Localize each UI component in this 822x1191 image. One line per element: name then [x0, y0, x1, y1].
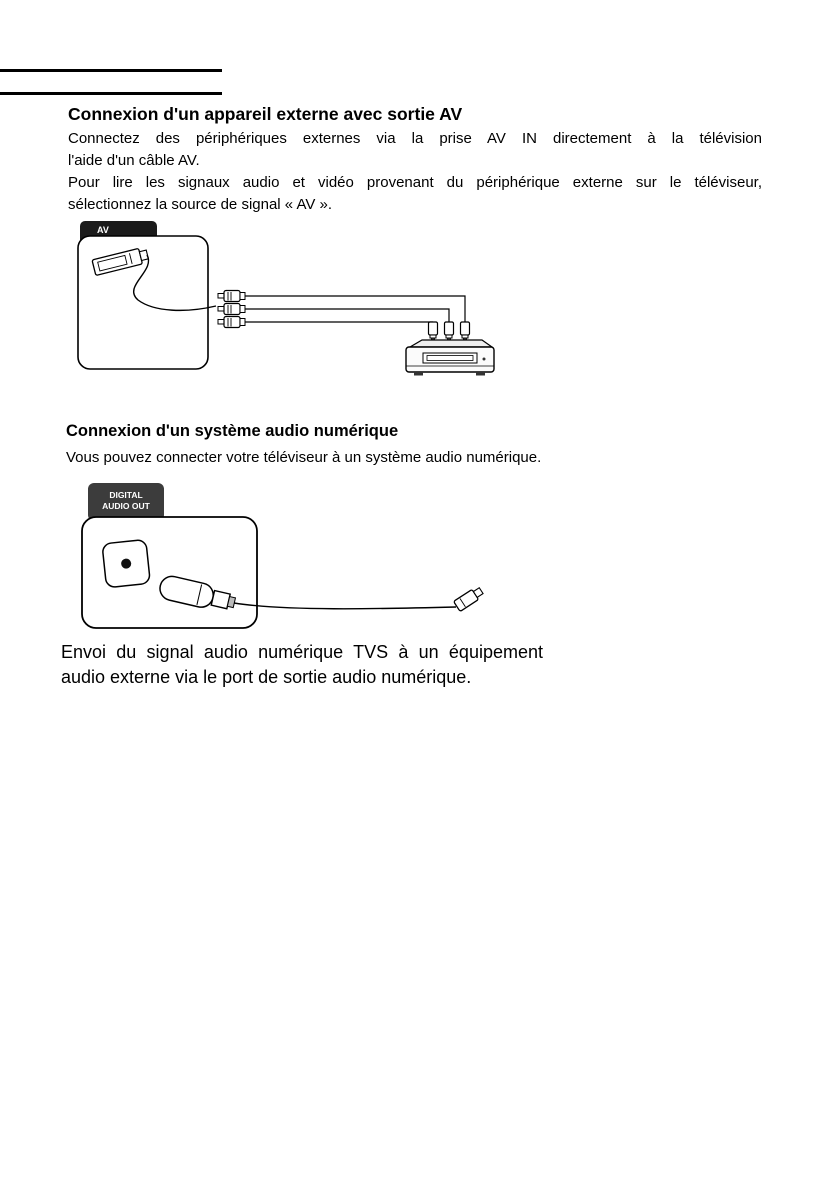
optical-port: [102, 539, 150, 587]
rca-connector: [218, 304, 245, 315]
paragraph-line: Connectez des périphériques externes via la prise AV IN directement à la télévision: [68, 130, 762, 147]
paragraph-line: sélectionnez la source de signal « AV ».: [68, 196, 333, 213]
section-digital-audio-paragraph: [66, 447, 766, 469]
section-av-title: Connexion d'un appareil externe avec sortie AV: [68, 104, 463, 124]
paragraph-line: Vous pouvez connecter votre téléviseur à un système audio numérique.: [66, 449, 542, 466]
av-connection-diagram: [70, 216, 510, 391]
section-digital-audio-title: Connexion d'un système audio numérique: [66, 422, 399, 440]
paragraph-line: l'aide d'un câble AV.: [68, 152, 200, 169]
av-port-label: AV: [97, 225, 109, 235]
section-av-paragraph-1: [68, 128, 762, 172]
rca-cable-lines: [245, 296, 465, 322]
caption-line: audio externe via le port de sortie audio numérique.: [61, 667, 472, 687]
digital-audio-label-line2: AUDIO OUT: [102, 501, 150, 511]
dvd-player: [406, 340, 494, 376]
caption-line: Envoi du signal audio numérique TVS à un équipement: [61, 642, 543, 662]
rca-connector: [218, 317, 245, 328]
section-av-paragraph-2: [68, 172, 762, 216]
header-rule-2: [0, 92, 222, 95]
paragraph-line: Pour lire les signaux audio et vidéo provenant du périphérique externe sur le téléviseur,: [68, 174, 762, 191]
digital-audio-cable: [234, 603, 456, 609]
header-rule-1: [0, 69, 222, 72]
digital-audio-label-line1: DIGITAL: [109, 490, 143, 500]
rca-connector: [218, 291, 245, 302]
cable-end-plug: [454, 586, 485, 612]
digital-audio-caption: [61, 640, 543, 690]
digital-audio-diagram: [75, 478, 505, 638]
tv-back-panel: [78, 221, 208, 369]
